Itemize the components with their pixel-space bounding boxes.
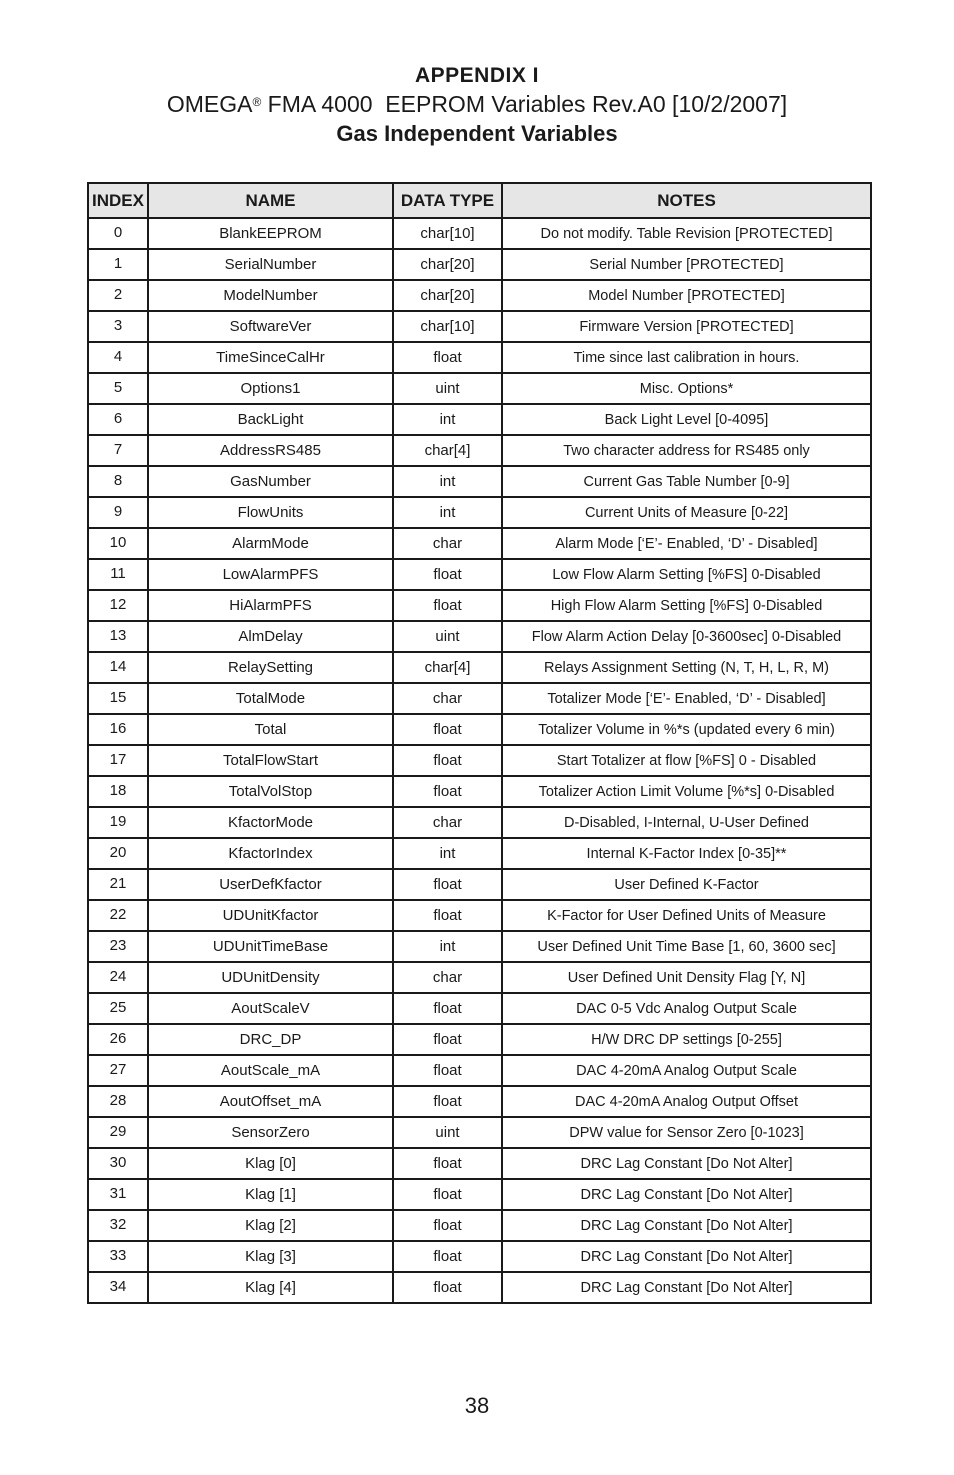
notes-cell: DAC 4-20mA Analog Output Offset [502, 1086, 871, 1117]
index-cell: 22 [88, 900, 148, 931]
table-row [88, 1055, 871, 1086]
name-cell: AoutOffset_mA [148, 1086, 393, 1117]
notes-cell: DPW value for Sensor Zero [0-1023] [502, 1117, 871, 1148]
name-cell: UDUnitKfactor [148, 900, 393, 931]
data-type-cell: char [393, 683, 502, 714]
table-row [88, 1117, 871, 1148]
name-cell: TotalVolStop [148, 776, 393, 807]
notes-cell: Current Units of Measure [0-22] [502, 497, 871, 528]
name-cell: FlowUnits [148, 497, 393, 528]
data-type-cell: float [393, 714, 502, 745]
data-type-cell: float [393, 1055, 502, 1086]
table-row [88, 714, 871, 745]
name-cell: LowAlarmPFS [148, 559, 393, 590]
index-cell: 4 [88, 342, 148, 373]
index-cell: 11 [88, 559, 148, 590]
table-row [88, 528, 871, 559]
notes-cell: User Defined Unit Time Base [1, 60, 3600 sec] [502, 931, 871, 962]
name-cell: KfactorMode [148, 807, 393, 838]
table-row [88, 745, 871, 776]
index-cell: 10 [88, 528, 148, 559]
subtitle-text: FMA 4000 EEPROM Variables Rev.A0 [10/2/2007] [261, 91, 788, 117]
name-cell: Klag [3] [148, 1241, 393, 1272]
appendix-heading: APPENDIX I [414, 64, 540, 87]
notes-cell: DRC Lag Constant [Do Not Alter] [502, 1210, 871, 1241]
notes-cell: Two character address for RS485 only [502, 435, 871, 466]
index-cell: 31 [88, 1179, 148, 1210]
name-cell: TotalMode [148, 683, 393, 714]
notes-cell: Serial Number [PROTECTED] [502, 249, 871, 280]
index-cell: 34 [88, 1272, 148, 1303]
data-type-cell: char[10] [393, 218, 502, 249]
data-type-cell: char[4] [393, 652, 502, 683]
notes-cell: Back Light Level [0-4095] [502, 404, 871, 435]
data-type-cell: float [393, 745, 502, 776]
notes-cell: Totalizer Action Limit Volume [%*s] 0-Disabled [502, 776, 871, 807]
data-type-cell: float [393, 1272, 502, 1303]
table-row [88, 869, 871, 900]
table-row [88, 466, 871, 497]
table-row [88, 590, 871, 621]
data-type-cell: float [393, 1086, 502, 1117]
notes-cell: DAC 0-5 Vdc Analog Output Scale [502, 993, 871, 1024]
notes-cell: DRC Lag Constant [Do Not Alter] [502, 1179, 871, 1210]
eeprom-variables-table [87, 182, 872, 1304]
notes-cell: User Defined Unit Density Flag [Y, N] [502, 962, 871, 993]
name-cell: RelaySetting [148, 652, 393, 683]
table-row [88, 683, 871, 714]
notes-cell: DAC 4-20mA Analog Output Scale [502, 1055, 871, 1086]
notes-cell: DRC Lag Constant [Do Not Alter] [502, 1272, 871, 1303]
notes-cell: Totalizer Volume in %*s (updated every 6 min) [502, 714, 871, 745]
data-type-cell: char[10] [393, 311, 502, 342]
data-type-cell: int [393, 931, 502, 962]
data-type-cell: float [393, 993, 502, 1024]
table-row [88, 559, 871, 590]
name-cell: KfactorIndex [148, 838, 393, 869]
name-cell: UserDefKfactor [148, 869, 393, 900]
table-row [88, 497, 871, 528]
data-type-cell: float [393, 1210, 502, 1241]
name-cell: AlmDelay [148, 621, 393, 652]
data-type-cell: float [393, 776, 502, 807]
data-type-cell: int [393, 466, 502, 497]
name-cell: AddressRS485 [148, 435, 393, 466]
index-cell: 6 [88, 404, 148, 435]
table-row [88, 280, 871, 311]
notes-cell: Relays Assignment Setting (N, T, H, L, R, M) [502, 652, 871, 683]
table-row [88, 776, 871, 807]
index-cell: 9 [88, 497, 148, 528]
index-cell: 16 [88, 714, 148, 745]
name-cell: AoutScaleV [148, 993, 393, 1024]
table-header-row [88, 183, 871, 218]
index-cell: 28 [88, 1086, 148, 1117]
name-cell: BackLight [148, 404, 393, 435]
page-number: 38 [464, 1393, 490, 1418]
notes-cell: Model Number [PROTECTED] [502, 280, 871, 311]
table-row [88, 373, 871, 404]
table-row [88, 1148, 871, 1179]
data-type-cell: float [393, 559, 502, 590]
column-header-notes: NOTES [502, 183, 871, 218]
index-cell: 3 [88, 311, 148, 342]
index-cell: 14 [88, 652, 148, 683]
index-cell: 24 [88, 962, 148, 993]
table-row [88, 435, 871, 466]
table-body [88, 218, 871, 1303]
notes-cell: Start Totalizer at flow [%FS] 0 - Disabled [502, 745, 871, 776]
index-cell: 15 [88, 683, 148, 714]
data-type-cell: int [393, 404, 502, 435]
notes-cell: Misc. Options* [502, 373, 871, 404]
data-type-cell: char[20] [393, 249, 502, 280]
index-cell: 8 [88, 466, 148, 497]
table-row [88, 621, 871, 652]
index-cell: 32 [88, 1210, 148, 1241]
name-cell: ModelNumber [148, 280, 393, 311]
data-type-cell: float [393, 1024, 502, 1055]
index-cell: 26 [88, 1024, 148, 1055]
name-cell: Klag [1] [148, 1179, 393, 1210]
index-cell: 19 [88, 807, 148, 838]
table-row [88, 249, 871, 280]
index-cell: 13 [88, 621, 148, 652]
index-cell: 5 [88, 373, 148, 404]
notes-cell: High Flow Alarm Setting [%FS] 0-Disabled [502, 590, 871, 621]
notes-cell: H/W DRC DP settings [0-255] [502, 1024, 871, 1055]
name-cell: Total [148, 714, 393, 745]
data-type-cell: char[20] [393, 280, 502, 311]
index-cell: 30 [88, 1148, 148, 1179]
data-type-cell: int [393, 838, 502, 869]
data-type-cell: float [393, 1148, 502, 1179]
name-cell: UDUnitTimeBase [148, 931, 393, 962]
notes-cell: Totalizer Mode [‘E’- Enabled, ‘D’ - Disabled] [502, 683, 871, 714]
index-cell: 1 [88, 249, 148, 280]
notes-cell: DRC Lag Constant [Do Not Alter] [502, 1241, 871, 1272]
table-row [88, 931, 871, 962]
index-cell: 25 [88, 993, 148, 1024]
name-cell: Options1 [148, 373, 393, 404]
table-row [88, 962, 871, 993]
notes-cell: Alarm Mode [‘E’- Enabled, ‘D’ - Disabled] [502, 528, 871, 559]
data-type-cell: char [393, 807, 502, 838]
name-cell: Klag [2] [148, 1210, 393, 1241]
notes-cell: Current Gas Table Number [0-9] [502, 466, 871, 497]
name-cell: Klag [0] [148, 1148, 393, 1179]
notes-cell: Flow Alarm Action Delay [0-3600sec] 0-Disabled [502, 621, 871, 652]
table-row [88, 218, 871, 249]
index-cell: 2 [88, 280, 148, 311]
index-cell: 0 [88, 218, 148, 249]
data-type-cell: int [393, 497, 502, 528]
notes-cell: Do not modify. Table Revision [PROTECTED] [502, 218, 871, 249]
name-cell: SoftwareVer [148, 311, 393, 342]
name-cell: AoutScale_mA [148, 1055, 393, 1086]
table-row [88, 993, 871, 1024]
data-type-cell: char [393, 528, 502, 559]
name-cell: SensorZero [148, 1117, 393, 1148]
table-row [88, 1210, 871, 1241]
table-row [88, 1179, 871, 1210]
name-cell: UDUnitDensity [148, 962, 393, 993]
notes-cell: Low Flow Alarm Setting [%FS] 0-Disabled [502, 559, 871, 590]
table-row [88, 652, 871, 683]
table-row [88, 807, 871, 838]
registered-mark: ® [252, 95, 262, 109]
table-row [88, 342, 871, 373]
data-type-cell: uint [393, 1117, 502, 1148]
table-row [88, 900, 871, 931]
index-cell: 29 [88, 1117, 148, 1148]
notes-cell: Firmware Version [PROTECTED] [502, 311, 871, 342]
notes-cell: Internal K-Factor Index [0-35]** [502, 838, 871, 869]
notes-cell: K-Factor for User Defined Units of Measure [502, 900, 871, 931]
column-header-data-type: DATA TYPE [393, 183, 502, 218]
column-header-index: INDEX [88, 183, 148, 218]
table-row [88, 1086, 871, 1117]
data-type-cell: float [393, 900, 502, 931]
section-title: Gas Independent Variables [336, 121, 618, 146]
index-cell: 12 [88, 590, 148, 621]
data-type-cell: char [393, 962, 502, 993]
brand-name: OMEGA [166, 91, 253, 117]
data-type-cell: uint [393, 621, 502, 652]
name-cell: TimeSinceCalHr [148, 342, 393, 373]
data-type-cell: float [393, 1179, 502, 1210]
table-row [88, 1241, 871, 1272]
name-cell: SerialNumber [148, 249, 393, 280]
table-row [88, 838, 871, 869]
data-type-cell: uint [393, 373, 502, 404]
data-type-cell: char[4] [393, 435, 502, 466]
data-type-cell: float [393, 590, 502, 621]
name-cell: DRC_DP [148, 1024, 393, 1055]
name-cell: AlarmMode [148, 528, 393, 559]
index-cell: 20 [88, 838, 148, 869]
index-cell: 7 [88, 435, 148, 466]
index-cell: 18 [88, 776, 148, 807]
index-cell: 21 [88, 869, 148, 900]
name-cell: HiAlarmPFS [148, 590, 393, 621]
data-type-cell: float [393, 342, 502, 373]
data-type-cell: float [393, 869, 502, 900]
index-cell: 33 [88, 1241, 148, 1272]
index-cell: 17 [88, 745, 148, 776]
document-subtitle [0, 91, 954, 118]
name-cell: TotalFlowStart [148, 745, 393, 776]
notes-cell: DRC Lag Constant [Do Not Alter] [502, 1148, 871, 1179]
table-row [88, 1272, 871, 1303]
column-header-name: NAME [148, 183, 393, 218]
name-cell: BlankEEPROM [148, 218, 393, 249]
table-row [88, 1024, 871, 1055]
name-cell: GasNumber [148, 466, 393, 497]
index-cell: 23 [88, 931, 148, 962]
table-row [88, 404, 871, 435]
notes-cell: User Defined K-Factor [502, 869, 871, 900]
name-cell: Klag [4] [148, 1272, 393, 1303]
notes-cell: D-Disabled, I-Internal, U-User Defined [502, 807, 871, 838]
notes-cell: Time since last calibration in hours. [502, 342, 871, 373]
table-row [88, 311, 871, 342]
index-cell: 27 [88, 1055, 148, 1086]
data-type-cell: float [393, 1241, 502, 1272]
